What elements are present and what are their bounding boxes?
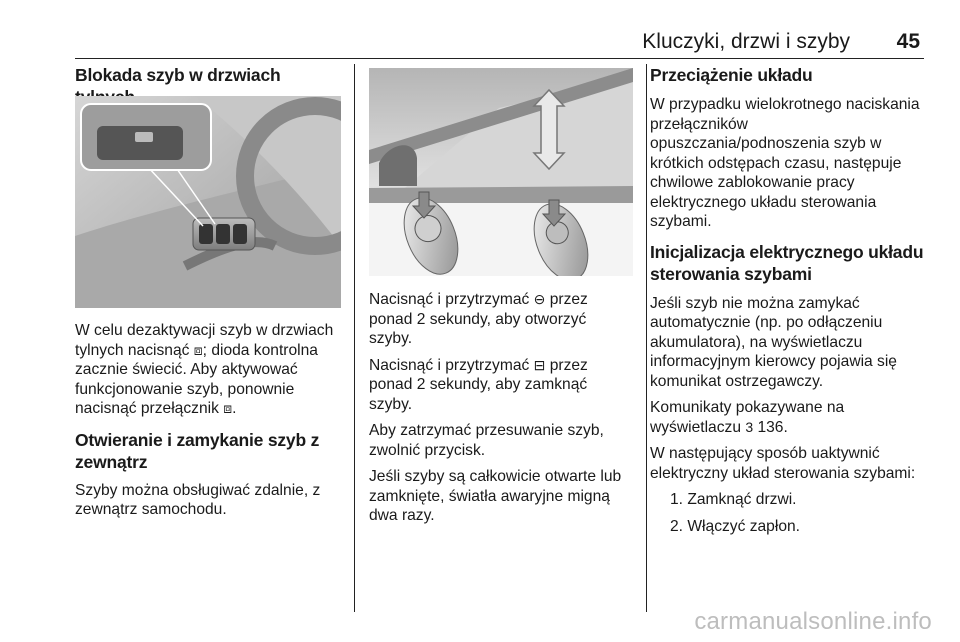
list-item: 1. Zamknąć drzwi. <box>670 491 797 508</box>
text-segment: przez ponad 2 sekundy, aby otworzyć szyby. <box>369 291 588 347</box>
paragraph-initialization: Jeśli szyb nie można zamykać automatycznie (np. po odłączeniu akumulatora), na wyświetlaczu informacyjnym kierowcy pojawia się komunikat ostrzegawczy. <box>650 294 897 390</box>
paragraph-overload: W przypadku wielokrotnego naciskania przełączników opuszczania/podnoszenia szyb w krótkich odstępach czasu, następuje chwilowe zablokowanie pracy elektrycznego układu sterowania szybami. <box>650 96 920 230</box>
unlock-key-icon: ⊖ <box>533 291 546 307</box>
paragraph-activation-steps: W następujący sposób uaktywnić elektryczny układ sterowania szybami: <box>650 445 916 482</box>
column-divider-right <box>646 64 647 612</box>
text-segment: Nacisnąć i przytrzymać <box>369 356 534 374</box>
remote-key-illustration <box>369 68 633 276</box>
list-item: 2. Włączyć zapłon. <box>670 517 800 535</box>
paragraph-remote-operation: Szyby można obsługiwać zdalnie, z zewnątrz samochodu. <box>75 481 321 518</box>
text-segment: ; dioda kontrolna zacznie świecić. Aby aktywować funkcjonowanie szyb, ponownie nacisnąć przełącznik <box>75 341 318 417</box>
section-heading-initialization: Inicjalizacja elektrycznego układu sterowania szybami <box>650 241 924 284</box>
column-left-body <box>75 321 341 520</box>
section-heading-rear-window-lock: Blokada szyb w drzwiach <box>75 65 281 85</box>
figure-remote-key-window <box>369 68 633 276</box>
window-lock-icon: ⧈ <box>223 400 233 416</box>
column-middle-body <box>369 290 633 526</box>
window-lock-icon: ⧈ <box>193 341 203 358</box>
steps-list <box>650 490 930 536</box>
watermark: carmanualsonline.info <box>694 608 932 635</box>
page-number: 45 <box>896 30 920 53</box>
paragraph-deactivate-rear-windows <box>75 321 341 419</box>
text-segment: Komunikaty pokazywane na wyświetlaczu <box>650 399 845 436</box>
paragraph-hazard-lights: Jeśli szyby są całkowicie otwarte lub zamknięte, światła awaryjne migną dwa razy. <box>369 468 622 524</box>
section-heading-remote-windows: Otwieranie i zamykanie szyb z zewnątrz <box>75 429 320 472</box>
text-segment: Nacisnąć i przytrzymać <box>369 291 534 308</box>
paragraph-close-windows <box>369 356 633 415</box>
door-panel-illustration <box>75 96 341 308</box>
figure-door-switch-panel <box>75 96 341 308</box>
text-segment: W celu dezaktywacji szyb w drzwiach tylnych nacisnąć <box>75 322 334 359</box>
column-divider-left <box>354 64 355 612</box>
column-right <box>650 64 930 543</box>
paragraph-open-windows <box>369 290 633 349</box>
page-header-title: Kluczyki, drzwi i szyby <box>642 30 850 53</box>
paragraph-messages-reference <box>650 398 930 437</box>
text-segment: przez ponad 2 sekundy, aby zamknąć szyby. <box>369 356 588 413</box>
header-rule <box>75 58 924 59</box>
text-segment: . <box>232 400 237 417</box>
paragraph-stop-movement: Aby zatrzymać przesuwanie szyb, zwolnić przycisk. <box>369 422 604 459</box>
text-segment: 136. <box>753 418 788 436</box>
lock-key-icon: ⊟ <box>533 356 546 373</box>
section-heading-overload: Przeciążenie układu <box>650 65 813 85</box>
page-reference-icon: 3 <box>745 418 754 435</box>
